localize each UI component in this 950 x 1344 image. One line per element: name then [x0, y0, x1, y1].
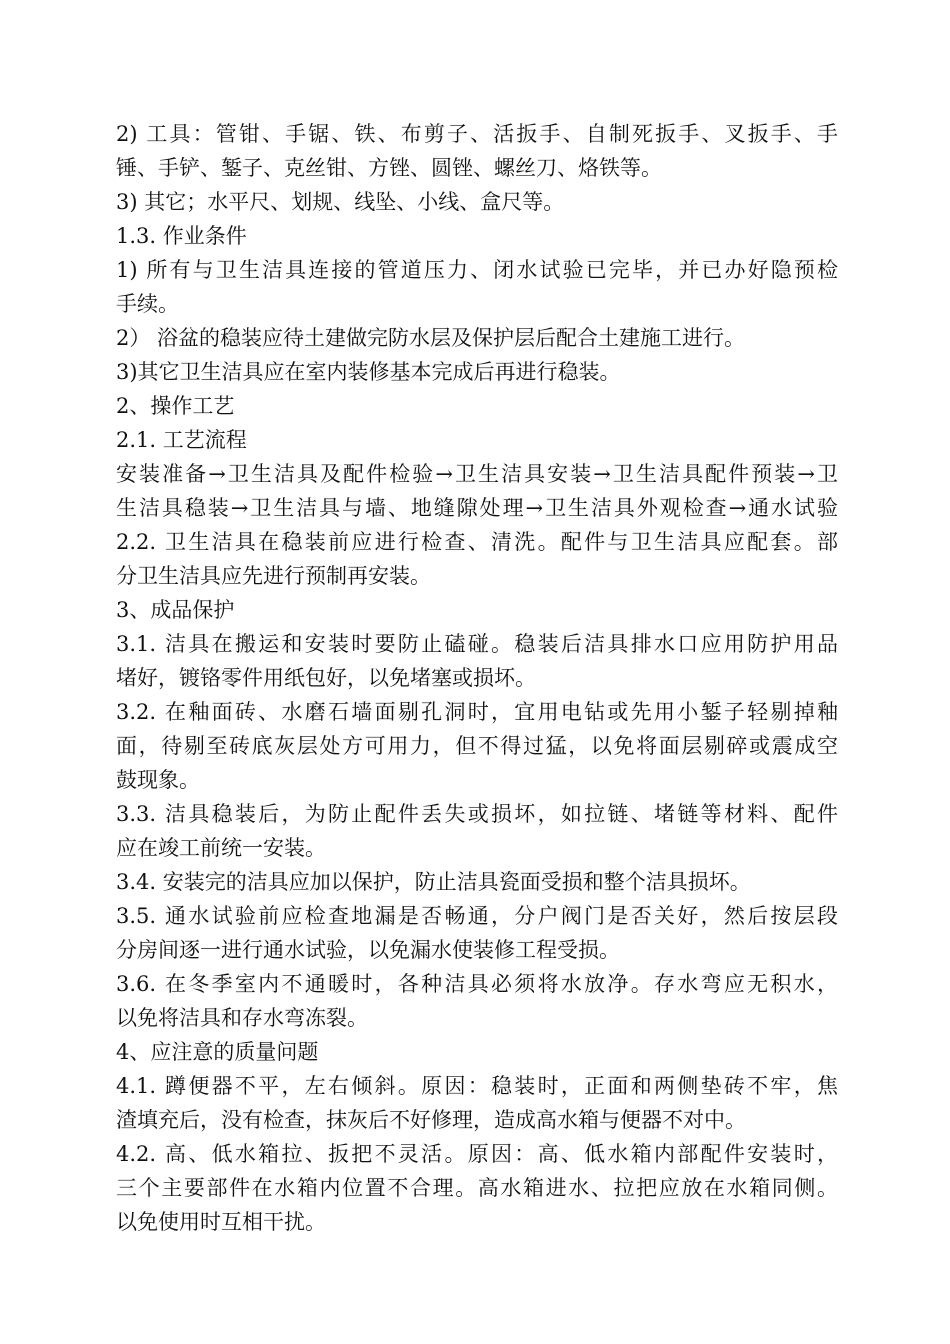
text-line: 分卫生洁具应先进行预制再安装。 — [116, 564, 431, 588]
text-line: 4、应注意的质量问题 — [116, 1040, 319, 1064]
text-line: 3.5. 通水试验前应检查地漏是否畅通，分户阀门是否关好，然后按层段 — [116, 904, 838, 928]
text-line: 1.3. 作业条件 — [116, 224, 247, 248]
text-line: 鼓现象。 — [116, 768, 200, 792]
text-line: 面，待剔至砖底灰层处方可用力，但不得过猛，以免将面层剔碎或震成空 — [116, 734, 838, 758]
text-line: 3)其它卫生洁具应在室内装修基本完成后再进行稳装。 — [116, 360, 621, 384]
text-line: 渣填充后，没有检查，抹灰后不好修理，造成高水箱与便器不对中。 — [116, 1108, 746, 1132]
text-line: 3.6. 在冬季室内不通暖时，各种洁具必须将水放净。存水弯应无积水， — [116, 972, 838, 996]
text-line: 3.1. 洁具在搬运和安装时要防止磕碰。稳装后洁具排水口应用防护用品 — [116, 632, 838, 656]
text-line: 3、成品保护 — [116, 598, 235, 622]
text-line: 4.1. 蹲便器不平，左右倾斜。原因：稳装时，正面和两侧垫砖不牢，焦 — [116, 1074, 838, 1098]
text-line: 3) 其它；水平尺、划规、线坠、小线、盒尺等。 — [116, 190, 565, 214]
text-line: 锤、手铲、錾子、克丝钳、方锉、圆锉、螺丝刀、烙铁等。 — [116, 156, 662, 180]
text-line: 2） 浴盆的稳装应待土建做完防水层及保护层后配合土建施工进行。 — [116, 326, 746, 350]
text-line: 2.1. 工艺流程 — [116, 428, 247, 452]
text-line: 3.4. 安装完的洁具应加以保护，防止洁具瓷面受损和整个洁具损坏。 — [116, 870, 751, 894]
text-line: 4.2. 高、低水箱拉、扳把不灵活。原因：高、低水箱内部配件安装时， — [116, 1142, 838, 1166]
text-line: 堵好，镀铬零件用纸包好，以免堵塞或损坏。 — [116, 666, 536, 690]
text-line: 生洁具稳装→卫生洁具与墙、地缝隙处理→卫生洁具外观检查→通水试验 — [116, 496, 838, 520]
text-line: 1) 所有与卫生洁具连接的管道压力、闭水试验已完毕，并已办好隐预检 — [116, 258, 838, 282]
text-line: 手续。 — [116, 292, 179, 316]
text-line: 2、操作工艺 — [116, 394, 235, 418]
text-line: 分房间逐一进行通水试验，以免漏水使装修工程受损。 — [116, 938, 620, 962]
text-line: 安装准备→卫生洁具及配件检验→卫生洁具安装→卫生洁具配件预装→卫 — [116, 462, 838, 486]
text-line: 三个主要部件在水箱内位置不合理。高水箱进水、拉把应放在水箱同侧。 — [116, 1176, 838, 1200]
text-line: 应在竣工前统一安装。 — [116, 836, 326, 860]
document-body — [116, 117, 838, 1239]
text-line: 2.2. 卫生洁具在稳装前应进行检查、清洗。配件与卫生洁具应配套。部 — [116, 530, 838, 554]
text-line: 2) 工具：管钳、手锯、铁、布剪子、活扳手、自制死扳手、叉扳手、手 — [116, 122, 838, 146]
text-line: 以免使用时互相干扰。 — [116, 1210, 326, 1234]
text-line: 3.3. 洁具稳装后，为防止配件丢失或损坏，如拉链、堵链等材料、配件 — [116, 802, 838, 826]
text-line: 以免将洁具和存水弯冻裂。 — [116, 1006, 368, 1030]
text-line: 3.2. 在釉面砖、水磨石墙面剔孔洞时，宜用电钻或先用小錾子轻剔掉釉 — [116, 700, 838, 724]
